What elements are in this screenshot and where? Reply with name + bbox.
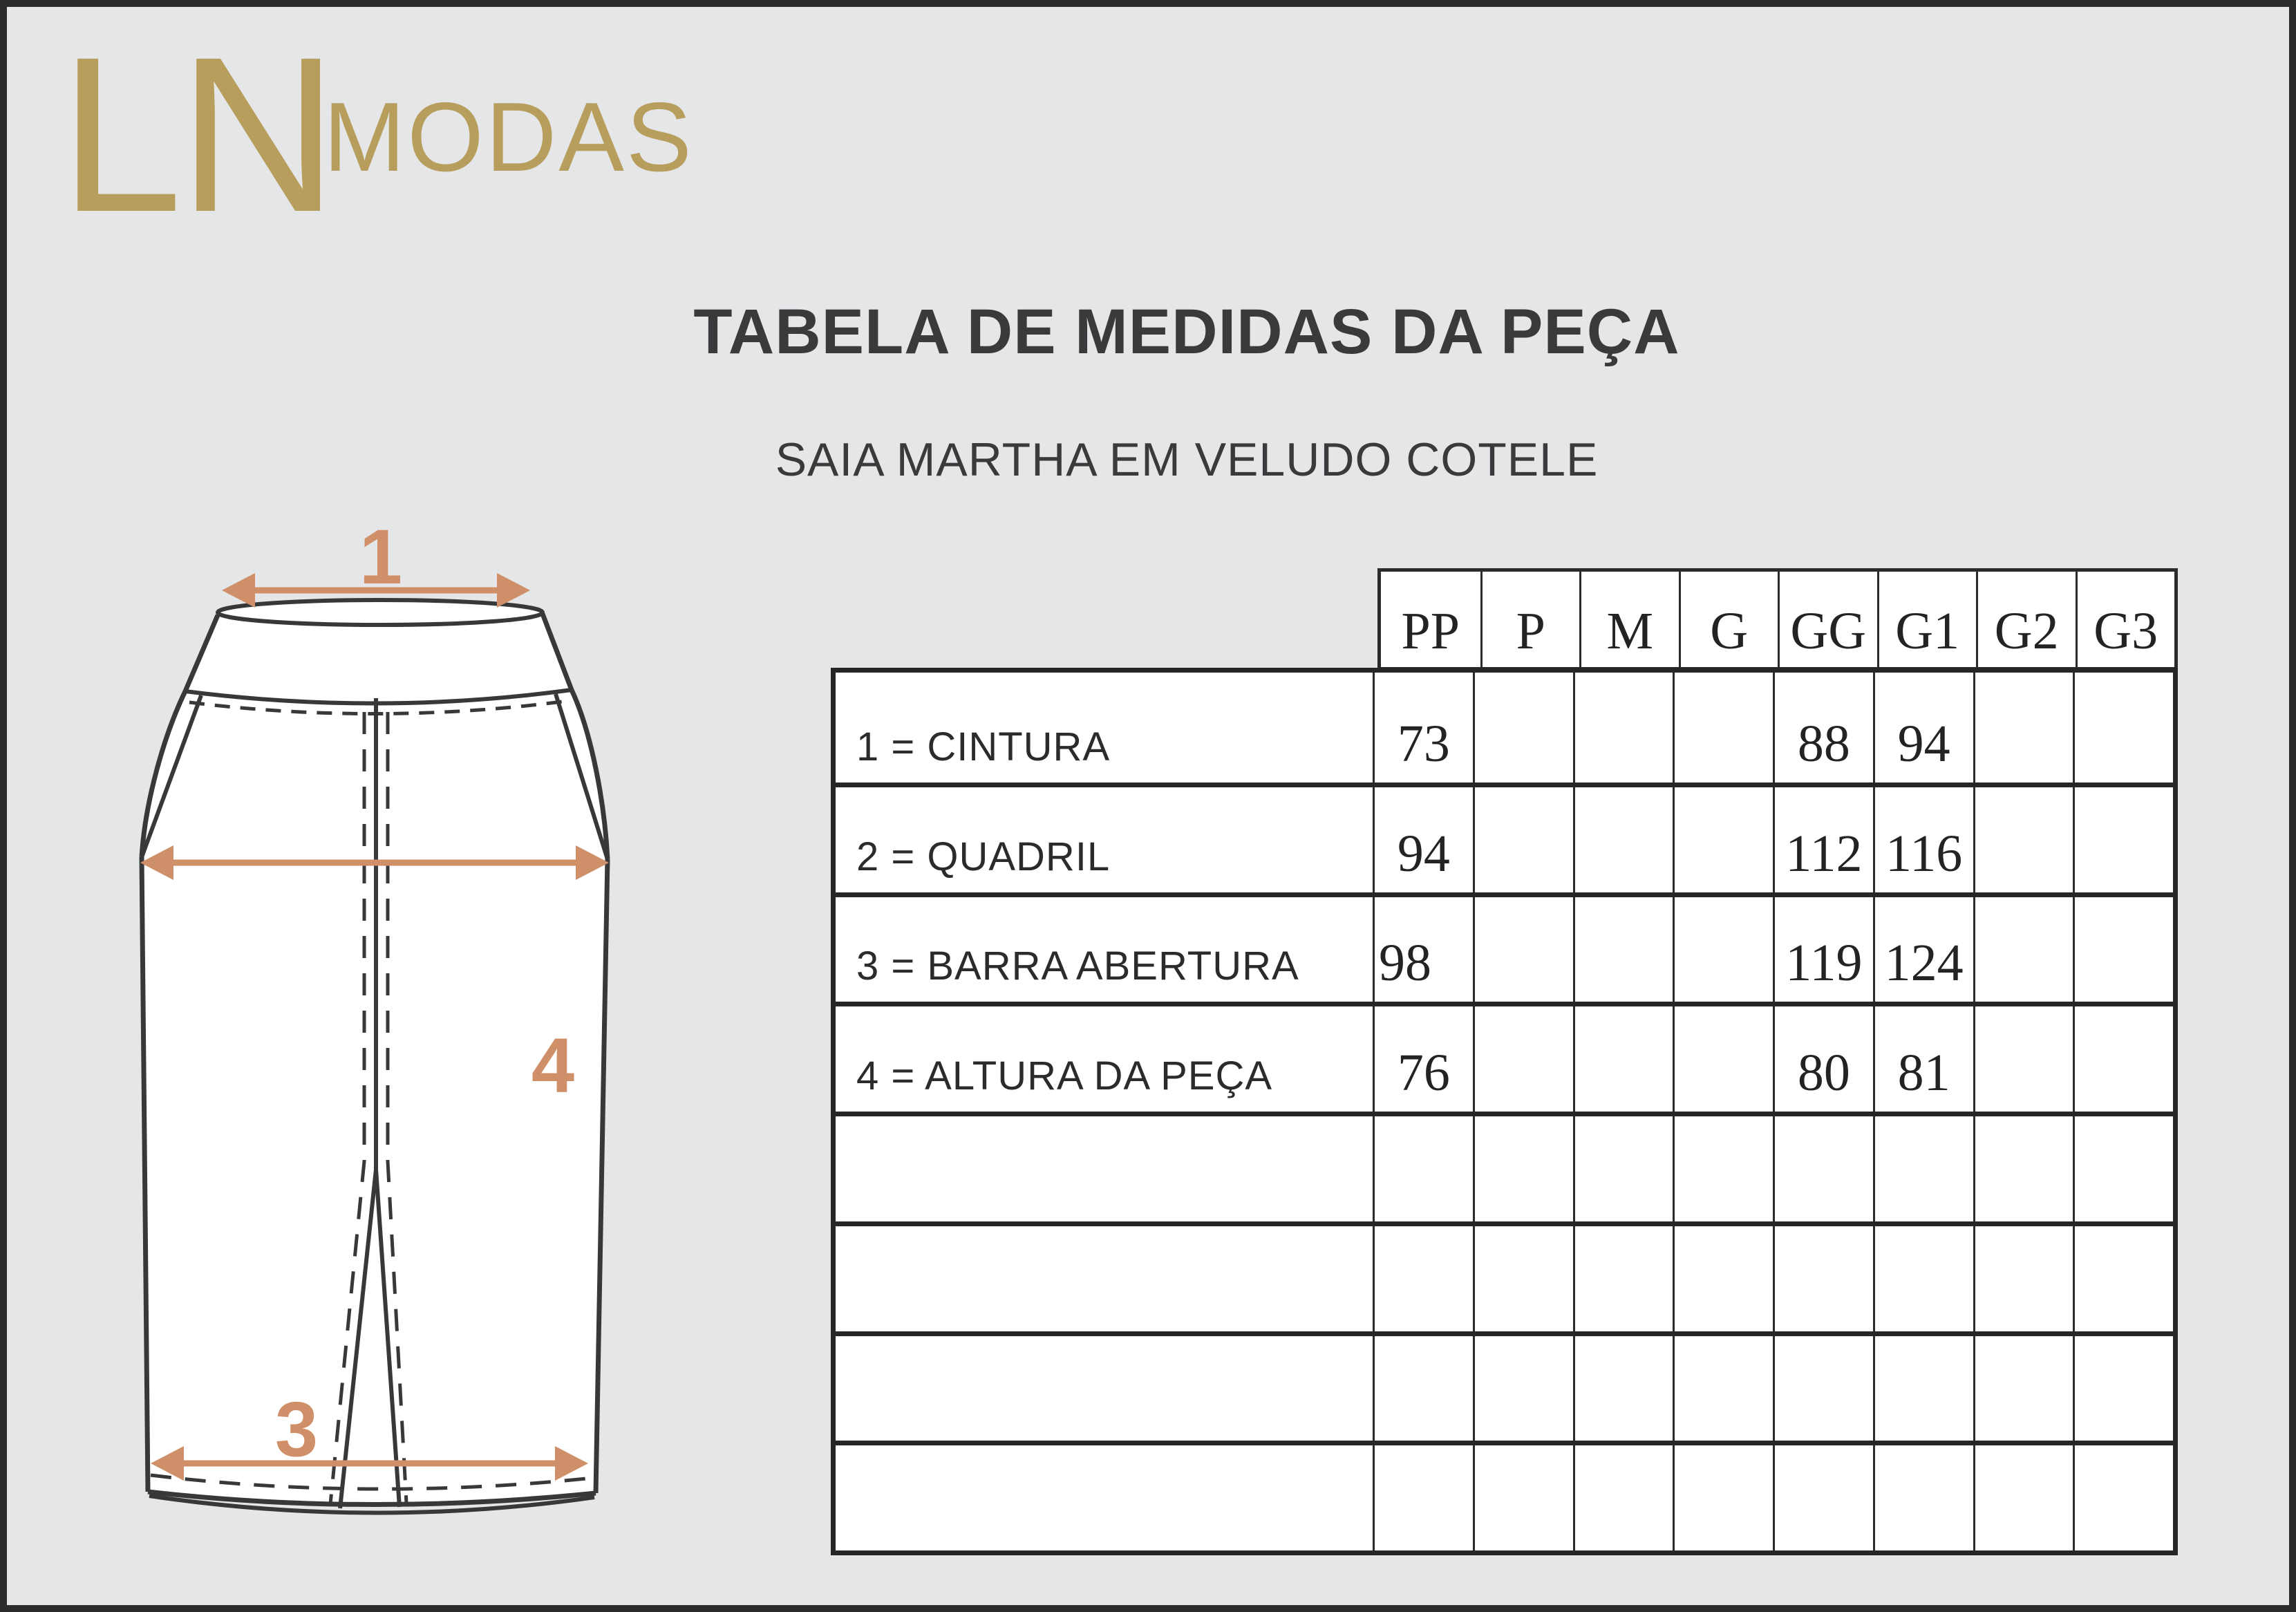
measure-label-1: 1 [359,514,403,600]
measurement-value [1973,1226,2073,1331]
measurement-label [836,1336,1373,1441]
measurement-value [1873,1445,1973,1550]
measurement-value: 116 [1873,787,1973,892]
measurement-value [2073,1116,2173,1221]
size-header-row [1377,568,2178,671]
measurement-label [836,1116,1373,1221]
measurement-value [1373,1445,1473,1550]
table-row [836,782,2173,892]
table-row [836,892,2173,1002]
table-row [836,1441,2173,1550]
measurement-value [1973,1445,2073,1550]
measurement-value [1573,1226,1673,1331]
measurement-value: 88 [1773,673,1873,782]
measurement-label [836,1226,1373,1331]
measurements-table [831,568,2178,1555]
measurement-value [1773,1445,1873,1550]
table-row [836,1112,2173,1221]
table-row [836,1221,2173,1331]
measurement-label: 3 = BARRA ABERTURA [856,944,1299,989]
measurement-value [2073,1006,2173,1112]
measurement-value [2073,1445,2173,1550]
measurement-value [1473,673,1573,782]
measurement-value [1873,1226,1973,1331]
measurement-value [1673,1006,1773,1112]
measurement-value [1573,1116,1673,1221]
measurement-value [1473,897,1573,1002]
size-col-header: G2 [1976,572,2076,667]
size-col-header: GG [1778,572,1877,667]
table-row [836,1002,2173,1112]
waist-opening [218,600,543,625]
measurement-value [1873,1116,1973,1221]
skirt-technical-drawing [76,505,643,1611]
measurement-value [2073,897,2173,1002]
measurement-value [1973,897,2073,1002]
measurement-value [1673,1226,1773,1331]
measurement-value: 112 [1773,787,1873,892]
measurement-value: 76 [1373,1006,1473,1112]
size-col-header: PP [1401,602,1460,660]
measurement-value [1473,1006,1573,1112]
measurement-value [1973,1336,2073,1441]
measurement-value: 98 [1373,897,1473,1002]
measurement-value [1373,1116,1473,1221]
measurement-value [1773,1116,1873,1221]
size-col-header: G3 [2076,572,2175,667]
measurement-value: 94 [1873,673,1973,782]
measurement-value [1473,1226,1573,1331]
table-row [836,673,2173,782]
measurement-value [1673,787,1773,892]
measurement-value [1373,1226,1473,1331]
size-col-header: G [1679,572,1778,667]
measurement-value [2073,673,2173,782]
measurement-value [1573,1336,1673,1441]
page-title: TABELA DE MEDIDAS DA PEÇA [693,297,1680,367]
measure-label-3: 3 [274,1386,319,1472]
logo-wordmark: MODAS [323,82,694,192]
measurement-value [1773,1226,1873,1331]
measurement-value [1673,1336,1773,1441]
measurement-value: 80 [1773,1006,1873,1112]
measurement-value [1773,1336,1873,1441]
size-table-body [831,668,2178,1555]
measurement-value [2073,1226,2173,1331]
measurement-value [1473,787,1573,892]
size-col-header: P [1480,572,1580,667]
measurement-value [1973,1006,2073,1112]
measurement-value: 94 [1373,787,1473,892]
measurement-value [1673,673,1773,782]
measurement-value [1473,1336,1573,1441]
measurement-value [1673,1116,1773,1221]
measurement-value [1973,1116,2073,1221]
measurement-label: 4 = ALTURA DA PEÇA [856,1053,1273,1098]
logo-monogram: LN [59,10,335,258]
measurement-value: 81 [1873,1006,1973,1112]
measurement-value [1673,897,1773,1002]
measurement-value [1573,1006,1673,1112]
measurement-value [1673,1445,1773,1550]
measurement-value [1573,897,1673,1002]
measurement-value [1473,1445,1573,1550]
measurement-label: 1 = CINTURA [856,724,1111,769]
measurement-value [1973,673,2073,782]
measurement-value [2073,787,2173,892]
measurement-value: 124 [1873,897,1973,1002]
measure-label-4: 4 [531,1022,575,1109]
size-col-header: G1 [1877,572,1977,667]
table-row [836,1331,2173,1441]
measurement-value [2073,1336,2173,1441]
measurement-label: 2 = QUADRIL [856,834,1111,879]
measurement-value [1573,787,1673,892]
page-subtitle: SAIA MARTHA EM VELUDO COTELE [775,433,1599,486]
measurement-value [1973,787,2073,892]
measurement-value [1373,1336,1473,1441]
measurement-value [1573,673,1673,782]
measurement-value [1573,1445,1673,1550]
measurement-label [836,1445,1373,1550]
measurement-value [1873,1336,1973,1441]
measurement-value: 73 [1373,673,1473,782]
size-col-header: M [1579,572,1679,667]
measurement-value: 119 [1773,897,1873,1002]
measurement-value [1473,1116,1573,1221]
